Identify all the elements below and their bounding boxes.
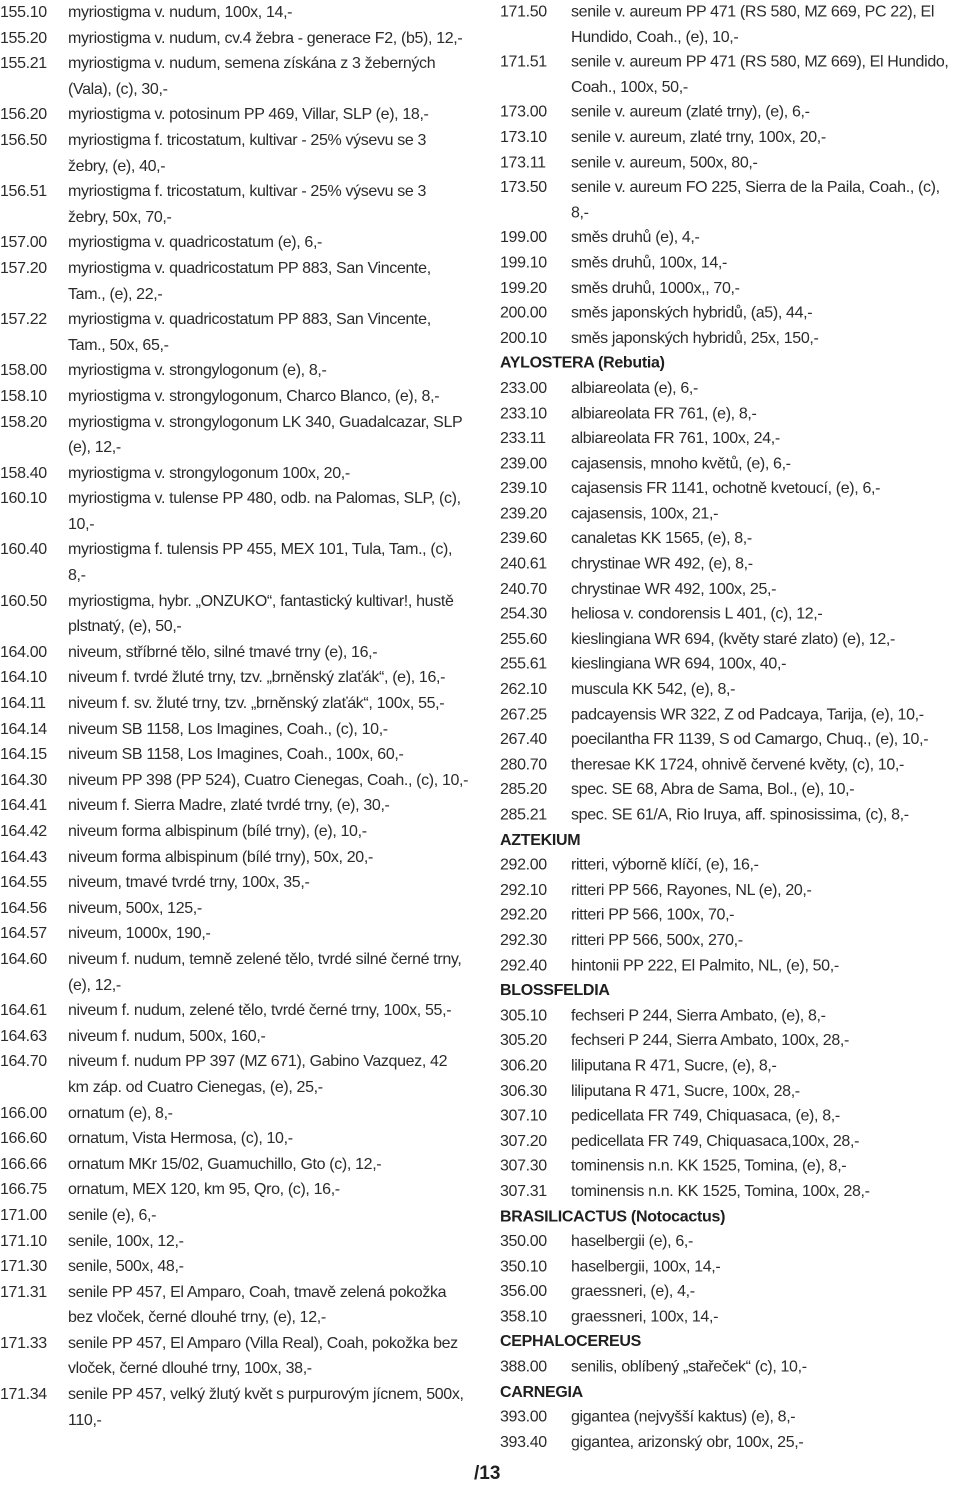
catalog-entry xyxy=(0,589,470,640)
entry-description: niveum, 1000x, 190,- xyxy=(68,925,211,943)
catalog-entry xyxy=(0,1280,470,1331)
entry-description: myriostigma v. nudum, semena získána z 3 žeberných (Vala), (c), 30,- xyxy=(68,55,436,98)
entry-code: 158.40 xyxy=(0,464,47,482)
catalog-entry xyxy=(500,1079,960,1104)
entry-code: 307.30 xyxy=(500,1158,547,1175)
entry-code: 200.00 xyxy=(500,305,547,322)
entry-code: 155.20 xyxy=(0,29,47,47)
entry-description: kieslingiana WR 694, 100x, 40,- xyxy=(571,656,787,674)
catalog-entry xyxy=(500,1255,960,1280)
entry-code: 171.51 xyxy=(500,54,547,71)
catalog-entry xyxy=(500,753,960,778)
catalog-entry xyxy=(500,50,960,100)
catalog-entry xyxy=(500,477,960,502)
catalog-entry xyxy=(0,0,470,26)
entry-code: 166.75 xyxy=(0,1181,47,1199)
entry-description: niveum, tmavé tvrdé trny, 100x, 35,- xyxy=(68,874,310,892)
entry-description: myriostigma v. strongylogonum (e), 8,- xyxy=(68,362,327,380)
entry-code: 356.00 xyxy=(500,1283,547,1301)
entry-description: ritteri PP 566, 500x, 270,- xyxy=(571,932,743,950)
catalog-entry xyxy=(0,358,470,384)
catalog-entry xyxy=(0,1177,470,1203)
entry-description: albiareolata FR 761, 100x, 24,- xyxy=(571,430,780,448)
catalog-entry xyxy=(500,627,960,652)
entry-description: albiareolata (e), 6,- xyxy=(571,380,698,398)
entry-code: 307.20 xyxy=(500,1133,547,1150)
entry-code: 267.40 xyxy=(500,731,547,749)
genus-heading: CEPHALOCEREUS xyxy=(500,1333,642,1351)
catalog-entry xyxy=(0,742,470,768)
entry-code: 157.00 xyxy=(0,234,47,252)
entry-code: 156.51 xyxy=(0,183,47,201)
catalog-entry xyxy=(0,384,470,410)
entry-description: pedicellata FR 749, Chiquasaca,100x, 28,- xyxy=(571,1133,860,1150)
entry-code: 157.22 xyxy=(0,311,47,329)
catalog-entry xyxy=(0,717,470,743)
entry-description: myriostigma v. potosinum PP 469, Villar, SLP (e), 18,- xyxy=(68,106,429,124)
entry-description: muscula KK 542, (e), 8,- xyxy=(571,681,736,699)
entry-code: 164.41 xyxy=(0,797,47,815)
catalog-entry xyxy=(500,376,960,401)
entry-code: 306.20 xyxy=(500,1057,547,1075)
catalog-entry xyxy=(500,1104,960,1129)
entry-description: haselbergii, 100x, 14,- xyxy=(571,1258,721,1276)
catalog-entry xyxy=(500,728,960,753)
catalog-entry xyxy=(500,577,960,602)
entry-code: 285.21 xyxy=(500,806,547,824)
entry-code: 239.00 xyxy=(500,455,547,473)
entry-code: 199.10 xyxy=(500,254,547,272)
entry-code: 164.61 xyxy=(0,1002,47,1020)
catalog-entry xyxy=(0,1024,470,1050)
entry-code: 171.30 xyxy=(0,1258,47,1276)
entry-description: liliputana R 471, Sucre, 100x, 28,- xyxy=(571,1082,800,1100)
entry-code: 240.70 xyxy=(500,581,547,598)
entry-code: 158.00 xyxy=(0,362,47,380)
entry-code: 292.30 xyxy=(500,932,547,950)
entry-description: ritteri PP 566, 100x, 70,- xyxy=(571,907,735,924)
catalog-entry xyxy=(500,703,960,728)
catalog-entry xyxy=(0,1126,470,1152)
catalog-entry xyxy=(0,1101,470,1127)
entry-description: spec. SE 68, Abra de Sama, Bol., (e), 10,- xyxy=(571,781,855,799)
entry-description: senile, 500x, 48,- xyxy=(68,1258,184,1276)
entry-description: haselbergii (e), 6,- xyxy=(571,1233,693,1251)
catalog-entry xyxy=(500,1305,960,1330)
entry-description: senile (e), 6,- xyxy=(68,1206,157,1224)
entry-code: 166.60 xyxy=(0,1130,47,1148)
entry-description: cajasensis, 100x, 21,- xyxy=(571,505,719,523)
entry-description: senile v. aureum FO 225, Sierra de la Paila, Coah., (c), 8,- xyxy=(571,179,940,222)
entry-code: 393.00 xyxy=(500,1409,547,1426)
entry-description: ornatum (e), 8,- xyxy=(68,1104,173,1122)
entry-code: 292.40 xyxy=(500,957,547,975)
catalog-entry xyxy=(0,410,470,461)
entry-code: 164.30 xyxy=(0,771,47,789)
entry-code: 156.20 xyxy=(0,106,47,124)
entry-description: spec. SE 61/A, Rio Iruya, aff. spinosissima, (c), 8,- xyxy=(571,806,909,824)
entry-code: 166.00 xyxy=(0,1104,47,1122)
entry-description: pedicellata FR 749, Chiquasaca, (e), 8,- xyxy=(571,1108,840,1125)
catalog-entry xyxy=(500,151,960,176)
entry-code: 292.00 xyxy=(500,857,547,874)
entry-code: 233.11 xyxy=(500,430,546,448)
entry-description: myriostigma v. quadricostatum PP 883, San Vincente, Tam., 50x, 65,- xyxy=(68,311,431,354)
catalog-entry xyxy=(0,896,470,922)
catalog-entry xyxy=(0,768,470,794)
entry-description: myriostigma v. strongylogonum 100x, 20,- xyxy=(68,464,350,482)
entry-description: niveum, 500x, 125,- xyxy=(68,899,202,917)
catalog-entry xyxy=(0,179,470,230)
entry-code: 160.10 xyxy=(0,490,47,508)
entry-code: 171.10 xyxy=(0,1232,47,1250)
entry-code: 388.00 xyxy=(500,1359,547,1376)
entry-code: 164.70 xyxy=(0,1053,47,1071)
catalog-entry xyxy=(0,1049,470,1100)
entry-code: 267.25 xyxy=(500,706,547,724)
catalog-entry xyxy=(500,803,960,828)
catalog-entry xyxy=(500,226,960,251)
entry-code: 164.56 xyxy=(0,899,47,917)
catalog-entry xyxy=(500,301,960,326)
catalog-entry xyxy=(500,0,960,50)
entry-code: 164.42 xyxy=(0,823,47,840)
entry-code: 239.10 xyxy=(500,480,547,498)
entry-code: 393.40 xyxy=(500,1434,547,1451)
entry-code: 358.10 xyxy=(500,1308,547,1326)
entry-description: chrystinae WR 492, 100x, 25,- xyxy=(571,581,777,598)
entry-code: 173.10 xyxy=(500,129,547,147)
entry-description: niveum forma albispinum (bílé trny), 50x, 20,- xyxy=(68,848,373,866)
entry-code: 233.00 xyxy=(500,380,547,398)
entry-description: niveum SB 1158, Los Imagines, Coah., 100x, 60,- xyxy=(68,746,404,764)
entry-code: 164.10 xyxy=(0,669,47,687)
catalog-entry xyxy=(500,100,960,125)
genus-heading: CARNEGIA xyxy=(500,1384,583,1401)
catalog-entry xyxy=(500,878,960,903)
entry-description: myriostigma v. strongylogonum LK 340, Guadalcazar, SLP (e), 12,- xyxy=(68,413,463,457)
entry-description: myriostigma f. tricostatum, kultivar - 25% výsevu se 3 žebry, 50x, 70,- xyxy=(68,183,427,226)
entry-code: 157.20 xyxy=(0,259,47,277)
entry-description: tominensis n.n. KK 1525, Tomina, (e), 8,- xyxy=(571,1158,847,1175)
catalog-entry xyxy=(0,537,470,588)
catalog-entry xyxy=(500,602,960,627)
entry-code: 280.70 xyxy=(500,756,547,774)
catalog-entry xyxy=(0,947,470,998)
catalog-entry xyxy=(0,1203,470,1229)
catalog-entry xyxy=(0,128,470,179)
entry-code: 173.11 xyxy=(500,154,546,172)
entry-code: 158.20 xyxy=(0,413,47,431)
catalog-entry xyxy=(500,903,960,928)
genus-heading: BRASILICACTUS (Notocactus) xyxy=(500,1208,726,1226)
catalog-entry xyxy=(500,1179,960,1204)
entry-description: senilis, oblíbený „stařeček“ (c), 10,- xyxy=(571,1359,807,1376)
entry-description: niveum forma albispinum (bílé trny), (e), 10,- xyxy=(68,823,367,840)
entry-description: niveum f. nudum, zelené tělo, tvrdé černé trny, 100x, 55,- xyxy=(68,1002,452,1020)
entry-description: tominensis n.n. KK 1525, Tomina, 100x, 28,- xyxy=(571,1183,870,1201)
entry-code: 199.20 xyxy=(500,279,547,297)
catalog-entry xyxy=(0,1229,470,1255)
entry-code: 171.34 xyxy=(0,1386,47,1404)
catalog-entry xyxy=(0,256,470,307)
entry-description: senile PP 457, El Amparo, Coah, tmavě zelená pokožka bez vloček, černé dlouhé trny, (e), 12,- xyxy=(68,1283,447,1327)
entry-description: niveum f. sv. žluté trny, tzv. „brněnský zlaťák“, 100x, 55,- xyxy=(68,695,445,713)
entry-description: poecilantha FR 1139, S od Camargo, Chuq., (e), 10,- xyxy=(571,731,929,749)
entry-description: ornatum, MEX 120, km 95, Qro, (c), 16,- xyxy=(68,1181,340,1199)
entry-description: směs druhů, 100x, 14,- xyxy=(571,254,727,272)
entry-code: 307.31 xyxy=(500,1183,547,1201)
genus-heading: AZTEKIUM xyxy=(500,832,581,849)
entry-code: 164.57 xyxy=(0,925,47,943)
catalog-entry xyxy=(500,678,960,703)
catalog-entry xyxy=(0,230,470,256)
entry-code: 155.21 xyxy=(0,55,47,73)
entry-code: 305.20 xyxy=(500,1032,547,1050)
catalog-entry xyxy=(500,452,960,477)
catalog-entry xyxy=(500,1355,960,1380)
entry-description: canaletas KK 1565, (e), 8,- xyxy=(571,530,752,548)
catalog-entry xyxy=(500,1154,960,1179)
catalog-entry xyxy=(0,1152,470,1178)
entry-description: heliosa v. condorensis L 401, (c), 12,- xyxy=(571,606,823,623)
entry-code: 164.63 xyxy=(0,1027,47,1045)
catalog-entry xyxy=(500,853,960,878)
entry-code: 239.60 xyxy=(500,530,547,548)
entry-description: fechseri P 244, Sierra Ambato, (e), 8,- xyxy=(571,1007,826,1025)
catalog-entry xyxy=(0,461,470,487)
catalog-entry xyxy=(500,125,960,150)
catalog-entry xyxy=(0,640,470,666)
entry-code: 240.61 xyxy=(500,556,547,573)
catalog-entry xyxy=(0,870,470,896)
catalog-entry xyxy=(500,326,960,351)
entry-description: myriostigma f. tulensis PP 455, MEX 101, Tula, Tam., (c), 8,- xyxy=(68,541,453,585)
entry-description: padcayensis WR 322, Z od Padcaya, Tarija, (e), 10,- xyxy=(571,706,924,724)
entry-description: graessneri, 100x, 14,- xyxy=(571,1308,719,1326)
entry-description: graessneri, (e), 4,- xyxy=(571,1283,695,1301)
entry-code: 239.20 xyxy=(500,505,547,523)
entry-description: niveum SB 1158, Los Imagines, Coah., (c), 10,- xyxy=(68,720,388,738)
entry-description: niveum, stříbrné tělo, silné tmavé trny (e), 16,- xyxy=(68,643,378,661)
entry-description: myriostigma v. quadricostatum PP 883, San Vincente, Tam., (e), 22,- xyxy=(68,259,431,303)
entry-code: 292.20 xyxy=(500,907,547,924)
entry-code: 171.31 xyxy=(0,1283,47,1301)
catalog-entry xyxy=(500,251,960,276)
entry-code: 292.10 xyxy=(500,882,547,899)
catalog-entry xyxy=(500,1280,960,1305)
entry-code: 164.55 xyxy=(0,874,47,892)
entry-description: myriostigma v. quadricostatum (e), 6,- xyxy=(68,234,323,252)
entry-code: 285.20 xyxy=(500,781,547,799)
entry-description: senile v. aureum, 500x, 80,- xyxy=(571,154,758,172)
entry-description: myriostigma v. nudum, 100x, 14,- xyxy=(68,4,293,21)
catalog-entry xyxy=(500,1405,960,1430)
entry-code: 171.33 xyxy=(0,1334,47,1352)
genus-heading: AYLOSTERA (Rebutia) xyxy=(500,355,665,372)
entry-description: theresae KK 1724, ohnivě červené květy, (c), 10,- xyxy=(571,756,904,774)
catalog-entry xyxy=(500,402,960,427)
catalog-entry xyxy=(0,1331,470,1382)
entry-code: 199.00 xyxy=(500,229,547,247)
entry-description: senile v. aureum PP 471 (RS 580, MZ 669, PC 22), El Hundido, Coah., (e), 10,- xyxy=(571,3,935,46)
entry-code: 255.61 xyxy=(500,656,547,674)
entry-description: cajasensis, mnoho květů, (e), 6,- xyxy=(571,455,791,473)
entry-description: směs japonských hybridů, 25x, 150,- xyxy=(571,330,819,347)
catalog-entry xyxy=(500,652,960,677)
entry-description: gigantea, arizonský obr, 100x, 25,- xyxy=(571,1434,804,1451)
catalog-entry xyxy=(500,1129,960,1154)
entry-description: směs japonských hybridů, (a5), 44,- xyxy=(571,305,813,322)
entry-description: myriostigma v. tulense PP 480, odb. na Palomas, SLP, (c), 10,- xyxy=(68,490,461,533)
entry-description: ornatum MKr 15/02, Guamuchillo, Gto (c), 12,- xyxy=(68,1155,382,1173)
catalog-entry xyxy=(0,1254,470,1280)
entry-code: 164.60 xyxy=(0,950,47,968)
entry-description: niveum f. nudum, temně zelené tělo, tvrdé silné černé trny, (e), 12,- xyxy=(68,950,462,994)
entry-code: 171.00 xyxy=(0,1206,47,1224)
entry-code: 173.00 xyxy=(500,104,547,121)
catalog-entry xyxy=(0,998,470,1024)
entry-description: myriostigma v. nudum, cv.4 žebra - generace F2, (b5), 12,- xyxy=(68,29,463,47)
catalog-entry xyxy=(0,691,470,717)
catalog-entry xyxy=(0,1382,470,1433)
entry-description: kieslingiana WR 694, (květy staré zlato) (e), 12,- xyxy=(571,631,895,648)
entry-code: 200.10 xyxy=(500,330,547,347)
catalog-entry xyxy=(0,921,470,947)
left-column xyxy=(0,0,470,1433)
entry-description: senile, 100x, 12,- xyxy=(68,1232,184,1250)
entry-code: 164.11 xyxy=(0,695,46,713)
catalog-entry xyxy=(0,51,470,102)
catalog-entry xyxy=(0,819,470,845)
catalog-entry xyxy=(500,1430,960,1455)
entry-code: 156.50 xyxy=(0,131,47,149)
catalog-entry xyxy=(0,307,470,358)
entry-description: niveum f. Sierra Madre, zlaté tvrdé trny, (e), 30,- xyxy=(68,797,390,815)
catalog-entry xyxy=(500,527,960,552)
entry-description: hintonii PP 222, El Palmito, NL, (e), 50,- xyxy=(571,957,839,975)
entry-code: 166.66 xyxy=(0,1155,47,1173)
catalog-entry xyxy=(0,26,470,52)
entry-description: senile PP 457, El Amparo (Villa Real), Coah, pokožka bez vloček, černé dlouhé trny, 100x, 38,- xyxy=(68,1334,458,1378)
catalog-entry xyxy=(500,1004,960,1029)
catalog-entry xyxy=(500,1029,960,1054)
entry-code: 233.10 xyxy=(500,405,547,423)
entry-description: niveum f. nudum, 500x, 160,- xyxy=(68,1027,266,1045)
entry-description: senile v. aureum (zlaté trny), (e), 6,- xyxy=(571,104,810,121)
entry-code: 155.10 xyxy=(0,4,47,21)
entry-code: 350.10 xyxy=(500,1258,547,1276)
entry-description: myriostigma, hybr. „ONZUKO“, fantastický kultivar!, hustě plstnatý, (e), 50,- xyxy=(68,592,454,636)
entry-description: niveum PP 398 (PP 524), Cuatro Cienegas, Coah., (c), 10,- xyxy=(68,771,469,789)
right-column xyxy=(500,0,960,1455)
catalog-entry xyxy=(500,778,960,803)
entry-description: směs druhů (e), 4,- xyxy=(571,229,700,247)
entry-description: myriostigma f. tricostatum, kultivar - 25% výsevu se 3 žebry, (e), 40,- xyxy=(68,131,427,175)
entry-description: fechseri P 244, Sierra Ambato, 100x, 28,- xyxy=(571,1032,849,1050)
entry-description: chrystinae WR 492, (e), 8,- xyxy=(571,556,753,573)
entry-code: 262.10 xyxy=(500,681,547,699)
entry-description: ornatum, Vista Hermosa, (c), 10,- xyxy=(68,1130,293,1148)
entry-description: ritteri, výborně klíčí, (e), 16,- xyxy=(571,857,759,874)
entry-description: gigantea (nejvyšší kaktus) (e), 8,- xyxy=(571,1409,796,1426)
entry-description: niveum f. nudum PP 397 (MZ 671), Gabino Vazquez, 42 km záp. od Cuatro Cienegas, (e), 25,- xyxy=(68,1053,448,1096)
catalog-entry xyxy=(500,929,960,954)
catalog-entry xyxy=(0,845,470,871)
entry-description: senile v. aureum, zlaté trny, 100x, 20,- xyxy=(571,129,826,147)
entry-code: 171.50 xyxy=(500,3,547,21)
entry-description: senile PP 457, velký žlutý květ s purpurovým jícnem, 500x, 110,- xyxy=(68,1386,464,1429)
entry-code: 160.40 xyxy=(0,541,47,559)
genus-heading: BLOSSFELDIA xyxy=(500,982,610,1000)
catalog-entry xyxy=(0,486,470,537)
entry-code: 305.10 xyxy=(500,1007,547,1025)
page-number: /13 xyxy=(474,1463,501,1484)
entry-code: 307.10 xyxy=(500,1108,547,1125)
entry-code: 255.60 xyxy=(500,631,547,648)
entry-description: cajasensis FR 1141, ochotně kvetoucí, (e), 6,- xyxy=(571,480,881,498)
entry-description: směs druhů, 1000x,, 70,- xyxy=(571,279,740,297)
catalog-entry xyxy=(500,1054,960,1079)
entry-code: 164.43 xyxy=(0,848,47,866)
catalog-entry xyxy=(500,502,960,527)
entry-code: 164.15 xyxy=(0,746,47,764)
entry-code: 350.00 xyxy=(500,1233,547,1251)
entry-description: ritteri PP 566, Rayones, NL (e), 20,- xyxy=(571,882,812,899)
entry-code: 306.30 xyxy=(500,1082,547,1100)
catalog-entry xyxy=(0,793,470,819)
entry-description: myriostigma v. strongylogonum, Charco Blanco, (e), 8,- xyxy=(68,387,440,405)
entry-description: senile v. aureum PP 471 (RS 580, MZ 669), El Hundido, Coah., 100x, 50,- xyxy=(571,54,949,96)
catalog-entry xyxy=(0,665,470,691)
catalog-entry xyxy=(500,1230,960,1255)
entry-description: liliputana R 471, Sucre, (e), 8,- xyxy=(571,1057,777,1075)
catalog-entry xyxy=(500,176,960,226)
catalog-entry xyxy=(500,552,960,577)
entry-code: 158.10 xyxy=(0,387,47,405)
catalog-entry xyxy=(500,276,960,301)
entry-description: niveum f. tvrdé žluté trny, tzv. „brněnský zlaťák“, (e), 16,- xyxy=(68,669,446,687)
catalog-entry xyxy=(500,427,960,452)
entry-code: 173.50 xyxy=(500,179,547,197)
entry-code: 164.00 xyxy=(0,643,47,661)
entry-code: 164.14 xyxy=(0,720,47,738)
entry-code: 160.50 xyxy=(0,592,47,610)
entry-description: albiareolata FR 761, (e), 8,- xyxy=(571,405,757,423)
entry-code: 254.30 xyxy=(500,606,547,623)
catalog-entry xyxy=(0,102,470,128)
catalog-entry xyxy=(500,954,960,979)
